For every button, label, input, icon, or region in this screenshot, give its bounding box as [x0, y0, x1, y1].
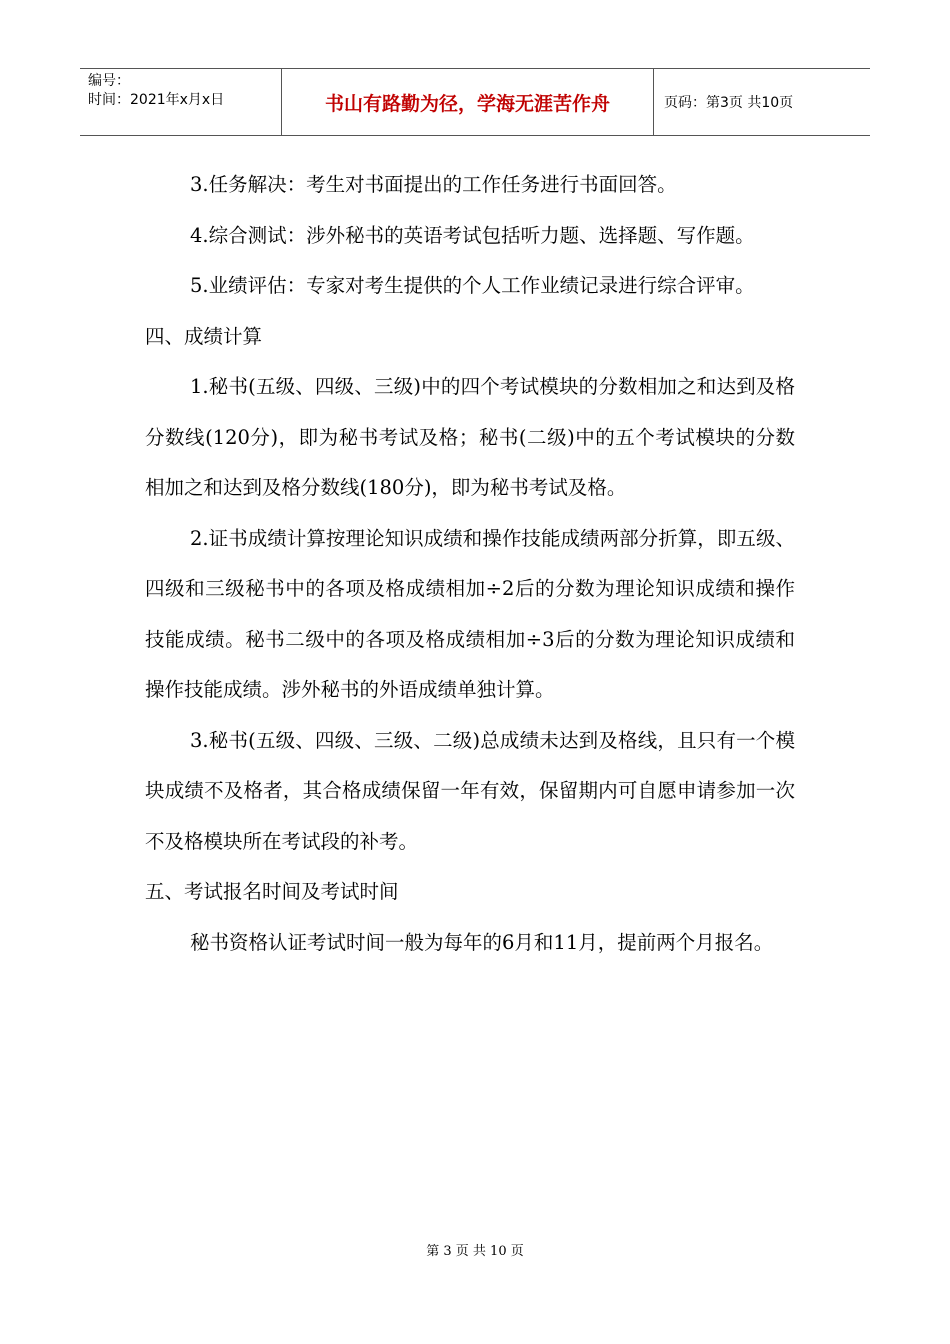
- motto-text: 书山有路勤为径，学海无涯苦作舟: [324, 92, 610, 115]
- page-footer: [0, 1240, 950, 1259]
- document-time-label: 时间：2021年x月x日: [88, 92, 225, 108]
- section-heading-score-calculation: 四、成绩计算: [145, 324, 263, 348]
- header-page-info: [664, 68, 793, 136]
- header-divider-right: [653, 68, 654, 136]
- page-info-text: 页码：第3页 共10页: [664, 95, 794, 111]
- paragraph-score-rule-3: 3.秘书(五级、四级、三级、二级)总成绩未达到及格线，且只有一个模块成绩不及格者，其合格成绩保留一年有效，保留期内可自愿申请参加一次不及格模块所在考试段的补考。: [145, 728, 795, 853]
- paragraph-exam-schedule: 秘书资格认证考试时间一般为每年的6月和11月，提前两个月报名。: [190, 930, 774, 954]
- paragraph-comprehensive-test: 4.综合测试：涉外秘书的英语考试包括听力题、选择题、写作题。: [190, 223, 755, 247]
- page-header: [80, 68, 870, 136]
- paragraph-score-rule-1: 1.秘书(五级、四级、三级)中的四个考试模块的分数相加之和达到及格分数线(120分)，即为秘书考试及格；秘书(二级)中的五个考试模块的分数相加之和达到及格分数线(180分)，即为秘书考试及格。: [145, 375, 795, 499]
- footer-page-number: 第 3 页 共 10 页: [426, 1244, 524, 1259]
- paragraph-score-rule-2: 2.证书成绩计算按理论知识成绩和操作技能成绩两部分折算，即五级、四级和三级秘书中的各项及格成绩相加÷2后的分数为理论知识成绩和操作技能成绩。秘书二级中的各项及格成绩相加÷3后的分数为理论知识成绩和操作技能成绩。涉外秘书的外语成绩单独计算。: [145, 526, 795, 701]
- section-heading-exam-schedule: 五、考试报名时间及考试时间: [145, 880, 399, 903]
- header-meta: [88, 72, 278, 110]
- paragraph-task-solving: 3.任务解决：考生对书面提出的工作任务进行书面回答。: [190, 173, 677, 196]
- paragraph-performance-evaluation: 5.业绩评估：专家对考生提供的个人工作业绩记录进行综合评审。: [190, 274, 755, 297]
- document-number-label: 编号：: [88, 73, 130, 89]
- document-body: [145, 160, 795, 968]
- header-motto: [282, 68, 653, 136]
